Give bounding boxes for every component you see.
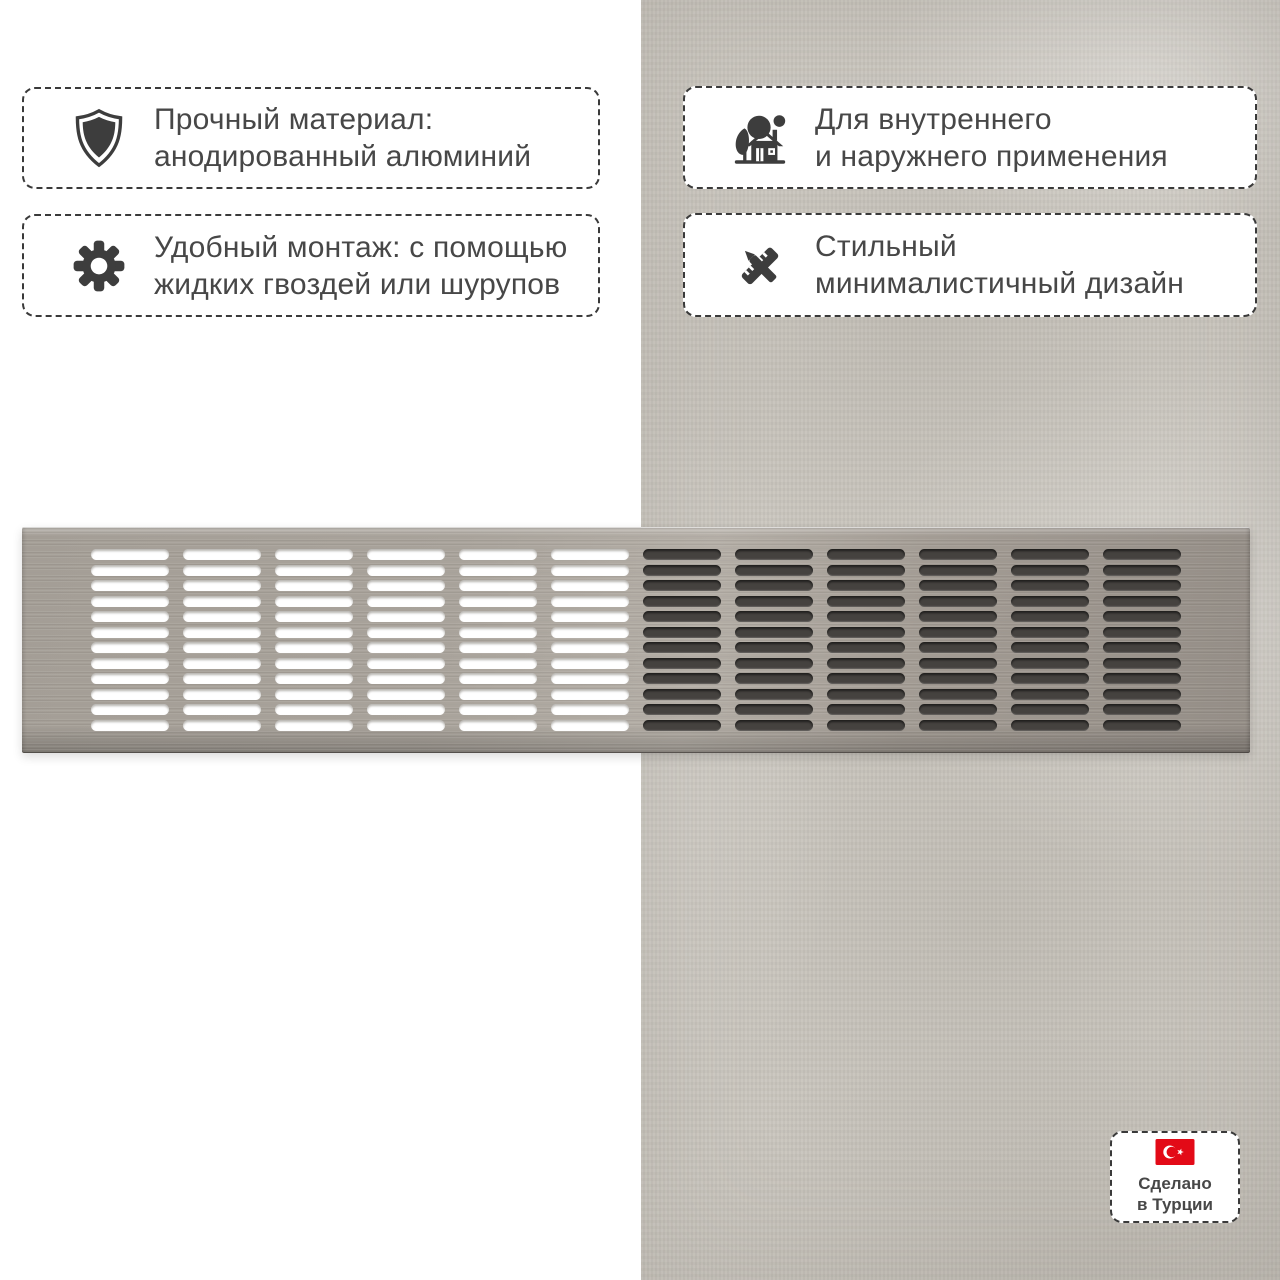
vent-slot	[919, 580, 997, 591]
shield-icon	[66, 105, 132, 171]
vent-slot	[275, 673, 353, 684]
vent-slot	[275, 658, 353, 669]
pencil-ruler-icon	[727, 236, 793, 294]
feature-line-1: Стильный	[815, 230, 957, 263]
vent-slot	[551, 704, 629, 715]
vent-slot	[183, 704, 261, 715]
vent-slot	[91, 658, 169, 669]
vent-slot	[1103, 704, 1181, 715]
vent-slot	[91, 596, 169, 607]
vent-slot	[459, 704, 537, 715]
feature-card-material	[22, 87, 600, 189]
vent-slot	[183, 549, 261, 560]
feature-line-1: Для внутреннего	[815, 102, 1052, 136]
vent-slot	[643, 580, 721, 591]
vent-slot	[275, 642, 353, 653]
vent-slot	[643, 673, 721, 684]
vent-slot	[459, 580, 537, 591]
made-in-line-1: Сделано	[1138, 1174, 1212, 1193]
vent-slot	[459, 596, 537, 607]
vent-slot	[551, 580, 629, 591]
vent-slot	[459, 689, 537, 700]
vent-slot	[919, 611, 997, 622]
grille-slots	[22, 527, 1250, 753]
vent-slot	[1103, 627, 1181, 638]
vent-slot	[643, 704, 721, 715]
made-in-line-2: в Турции	[1137, 1195, 1213, 1214]
vent-slot	[459, 642, 537, 653]
vent-slot	[183, 689, 261, 700]
vent-slot	[827, 689, 905, 700]
vent-slot	[1011, 642, 1089, 653]
vent-slot	[1103, 580, 1181, 591]
vent-slot	[551, 720, 629, 731]
vent-slot	[1103, 549, 1181, 560]
vent-slot	[275, 689, 353, 700]
vent-slot	[183, 720, 261, 731]
vent-slot	[1011, 549, 1089, 560]
vent-slot	[735, 642, 813, 653]
vent-slot	[735, 580, 813, 591]
vent-slot	[183, 611, 261, 622]
vent-slot	[91, 565, 169, 576]
vent-slot	[643, 549, 721, 560]
vent-slot	[735, 673, 813, 684]
vent-slot	[735, 720, 813, 731]
vent-slot	[91, 689, 169, 700]
vent-slot	[643, 720, 721, 731]
vent-slot	[183, 596, 261, 607]
vent-slot	[91, 642, 169, 653]
vent-slot	[275, 704, 353, 715]
vent-slot	[91, 627, 169, 638]
vent-slot	[919, 704, 997, 715]
vent-slot	[91, 611, 169, 622]
vent-slot	[827, 580, 905, 591]
vent-slot	[275, 565, 353, 576]
vent-slot	[1103, 720, 1181, 731]
vent-slot	[735, 611, 813, 622]
vent-slot	[1103, 596, 1181, 607]
vent-slot	[459, 720, 537, 731]
feature-text	[815, 228, 1184, 302]
vent-slot	[367, 549, 445, 560]
vent-slot	[275, 596, 353, 607]
vent-slot	[459, 658, 537, 669]
vent-slot	[919, 642, 997, 653]
vent-slot	[1103, 689, 1181, 700]
made-in-badge	[1110, 1131, 1240, 1223]
feature-card-design	[683, 213, 1257, 317]
feature-card-usage	[683, 86, 1257, 189]
vent-slot	[735, 565, 813, 576]
vent-slot	[1103, 565, 1181, 576]
vent-slot	[1103, 642, 1181, 653]
vent-slot	[367, 565, 445, 576]
vent-slot	[367, 642, 445, 653]
vent-slot	[551, 642, 629, 653]
vent-slot	[919, 549, 997, 560]
vent-slot	[735, 658, 813, 669]
feature-line-2: анодированный алюминий	[154, 140, 532, 173]
vent-slot	[1011, 689, 1089, 700]
vent-slot	[1011, 565, 1089, 576]
vent-slot	[1011, 611, 1089, 622]
vent-slot	[275, 627, 353, 638]
vent-slot	[735, 627, 813, 638]
vent-slot	[183, 580, 261, 591]
vent-slot	[551, 658, 629, 669]
vent-slot	[1103, 673, 1181, 684]
vent-grille-product	[22, 527, 1250, 753]
vent-slot	[827, 642, 905, 653]
vent-slot	[735, 549, 813, 560]
vent-slot	[183, 658, 261, 669]
turkey-flag-icon	[1155, 1139, 1195, 1170]
vent-slot	[1011, 596, 1089, 607]
vent-slot	[827, 549, 905, 560]
vent-slot	[735, 689, 813, 700]
vent-slot	[551, 596, 629, 607]
vent-slot	[275, 611, 353, 622]
vent-slot	[367, 627, 445, 638]
vent-slot	[643, 689, 721, 700]
vent-slot	[183, 642, 261, 653]
vent-slot	[919, 596, 997, 607]
feature-card-mounting	[22, 214, 600, 317]
vent-slot	[1103, 658, 1181, 669]
vent-slot	[643, 642, 721, 653]
vent-slot	[827, 611, 905, 622]
vent-slot	[367, 611, 445, 622]
vent-slot	[827, 627, 905, 638]
vent-slot	[275, 549, 353, 560]
vent-slot	[551, 565, 629, 576]
vent-slot	[183, 565, 261, 576]
vent-slot	[1011, 720, 1089, 731]
vent-slot	[643, 627, 721, 638]
vent-slot	[459, 673, 537, 684]
feature-line-2: минималистичный дизайн	[815, 267, 1185, 300]
vent-slot	[919, 720, 997, 731]
vent-slot	[735, 596, 813, 607]
feature-line-1: Удобный монтаж: с помощью	[154, 230, 568, 264]
vent-slot	[551, 611, 629, 622]
vent-slot	[1011, 627, 1089, 638]
vent-slot	[459, 627, 537, 638]
vent-slot	[367, 673, 445, 684]
vent-slot	[827, 658, 905, 669]
vent-slot	[1011, 704, 1089, 715]
vent-slot	[459, 565, 537, 576]
feature-line-2: жидких гвоздей или шурупов	[154, 267, 561, 301]
vent-slot	[919, 658, 997, 669]
vent-slot	[459, 549, 537, 560]
vent-slot	[367, 580, 445, 591]
feature-text	[815, 101, 1168, 175]
vent-slot	[91, 673, 169, 684]
vent-slot	[919, 689, 997, 700]
vent-slot	[459, 611, 537, 622]
vent-slot	[1103, 611, 1181, 622]
vent-slot	[919, 673, 997, 684]
vent-slot	[1011, 673, 1089, 684]
vent-slot	[643, 596, 721, 607]
house-icon	[727, 107, 793, 169]
vent-slot	[91, 704, 169, 715]
vent-slot	[367, 704, 445, 715]
vent-slot	[91, 549, 169, 560]
vent-slot	[551, 689, 629, 700]
vent-slot	[551, 549, 629, 560]
vent-slot	[275, 580, 353, 591]
vent-slot	[367, 658, 445, 669]
vent-slot	[367, 596, 445, 607]
vent-slot	[919, 627, 997, 638]
vent-slot	[643, 611, 721, 622]
vent-slot	[735, 704, 813, 715]
vent-slot	[551, 627, 629, 638]
vent-slot	[367, 720, 445, 731]
feature-text	[154, 101, 531, 175]
vent-slot	[827, 565, 905, 576]
vent-slot	[919, 565, 997, 576]
vent-slot	[551, 673, 629, 684]
vent-slot	[827, 673, 905, 684]
gear-icon	[66, 238, 132, 294]
vent-slot	[643, 565, 721, 576]
vent-slot	[827, 720, 905, 731]
feature-line-1: Прочный материал:	[154, 103, 434, 136]
vent-slot	[91, 580, 169, 591]
vent-slot	[91, 720, 169, 731]
vent-slot	[183, 673, 261, 684]
vent-slot	[367, 689, 445, 700]
feature-text	[154, 229, 567, 303]
vent-slot	[643, 658, 721, 669]
feature-line-2: и наружнего применения	[815, 139, 1168, 173]
vent-slot	[1011, 580, 1089, 591]
vent-slot	[827, 596, 905, 607]
vent-slot	[183, 627, 261, 638]
vent-slot	[1011, 658, 1089, 669]
vent-slot	[827, 704, 905, 715]
vent-slot	[275, 720, 353, 731]
